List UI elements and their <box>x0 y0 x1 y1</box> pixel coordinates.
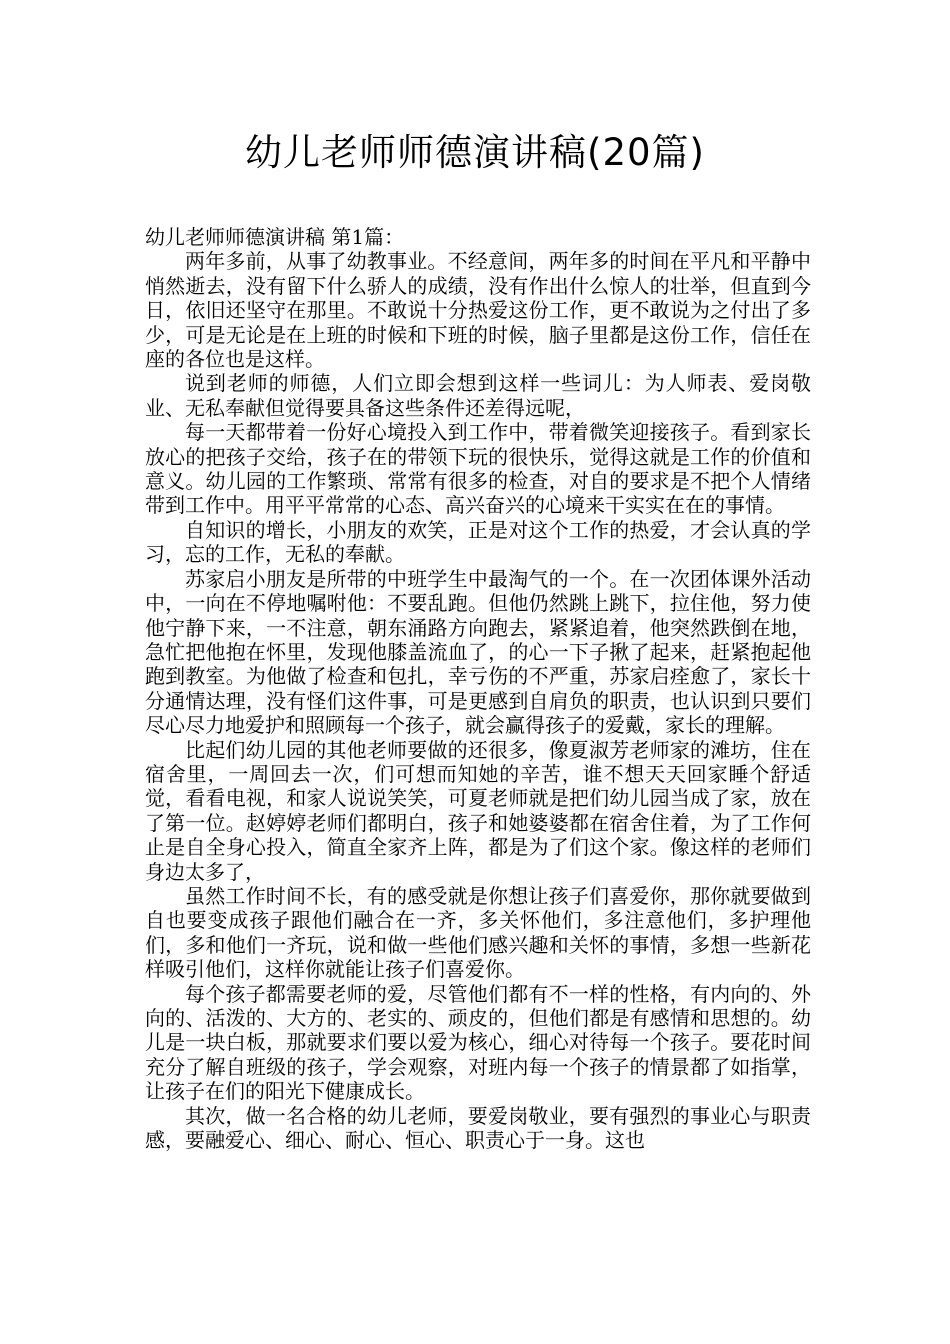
paragraph: 自知识的增长，小朋友的欢笑，正是对这个工作的热爱，才会认真的学习，忘的工作，无私的奉献。 <box>145 517 811 567</box>
paragraph: 两年多前，从事了幼教事业。不经意间，两年多的时间在平凡和平静中悄然逝去，没有留下什么骄人的成绩，没有作出什么惊人的壮举，但直到今日，依旧还坚守在那里。不敢说十分热爱这份工作，更不敢说为之付出了多少，可是无论是在上班的时候和下班的时候，脑子里都是这份工作，信任在座的各位也是这样。 <box>145 249 811 372</box>
paragraph: 每个孩子都需要老师的爱，尽管他们都有不一样的性格，有内向的、外向的、活泼的、大方的、老实的、顽皮的，但他们都是有感情和思想的。幼儿是一块白板，那就要求们要以爱为核心，细心对待每一个孩子。要花时间充分了解自班级的孩子，学会观察，对班内每一个孩子的情景都了如指掌，让孩子在们的阳光下健康成长。 <box>145 981 811 1104</box>
document-title: 幼儿老师师德演讲稿(20篇) <box>245 131 705 174</box>
paragraph: 其次，做一名合格的幼儿老师，要爱岗敬业，要有强烈的事业心与职责感，要融爱心、细心、耐心、恒心、职责心于一身。这也 <box>145 1103 811 1153</box>
paragraph: 说到老师的师德，人们立即会想到这样一些词儿：为人师表、爱岗敬业、无私奉献但觉得要具备这些条件还差得远呢， <box>145 371 811 420</box>
paragraph: 比起们幼儿园的其他老师要做的还很多，像夏淑芳老师家的滩坊，住在宿舍里，一周回去一次，们可想而知她的辛苦，谁不想天天回家睡个舒适觉，看看电视，和家人说说笑笑，可夏老师就是把们幼儿园当成了家，放在了第一位。赵婷婷老师们都明白，孩子和她婆婆都在宿舍住着，为了工作何止是自全身心投入，简直全家齐上阵，都是为了们这个家。像这样的老师们身边太多了， <box>145 737 811 884</box>
paragraph: 苏家启小朋友是所带的中班学生中最淘气的一个。在一次团体课外活动中，一向在不停地嘱咐他：不要乱跑。但他仍然跳上跳下，拉住他，努力使他宁静下来，一不注意，朝东涌路方向跑去，紧紧追着，他突然跌倒在地，急忙把他抱在怀里，发现他膝盖流血了，的心一下子揪了起来，赶紧抱起他跑到教室。为他做了检查和包扎，幸亏伤的不严重，苏家启痊愈了，家长十分通情达理，没有怪们这件事，可是更感到自肩负的职责，也认识到只要们尽心尽力地爱护和照顾每一个孩子，就会赢得孩子的爱戴，家长的理解。 <box>145 566 811 738</box>
section-heading: 幼儿老师师德演讲稿 第1篇： <box>145 225 405 249</box>
document-body <box>145 225 811 1152</box>
paragraph: 每一天都带着一份好心境投入到工作中，带着微笑迎接孩子。看到家长放心的把孩子交给，孩子在的带领下玩的很快乐，觉得这就是工作的价值和意义。幼儿园的工作繁琐、常常有很多的检查，对自的要求是不把个人情绪带到工作中。用平平常常的心态、高兴奋兴的心境来干实实在在的事情。 <box>145 420 811 518</box>
paragraph: 虽然工作时间不长，有的感受就是你想让孩子们喜爱你，那你就要做到自也要变成孩子跟他们融合在一齐，多关怀他们，多注意他们，多护理他们，多和他们一齐玩，说和做一些他们感兴趣和关怀的事情，多想一些新花样吸引他们，这样你就能让孩子们喜爱你。 <box>145 883 811 982</box>
